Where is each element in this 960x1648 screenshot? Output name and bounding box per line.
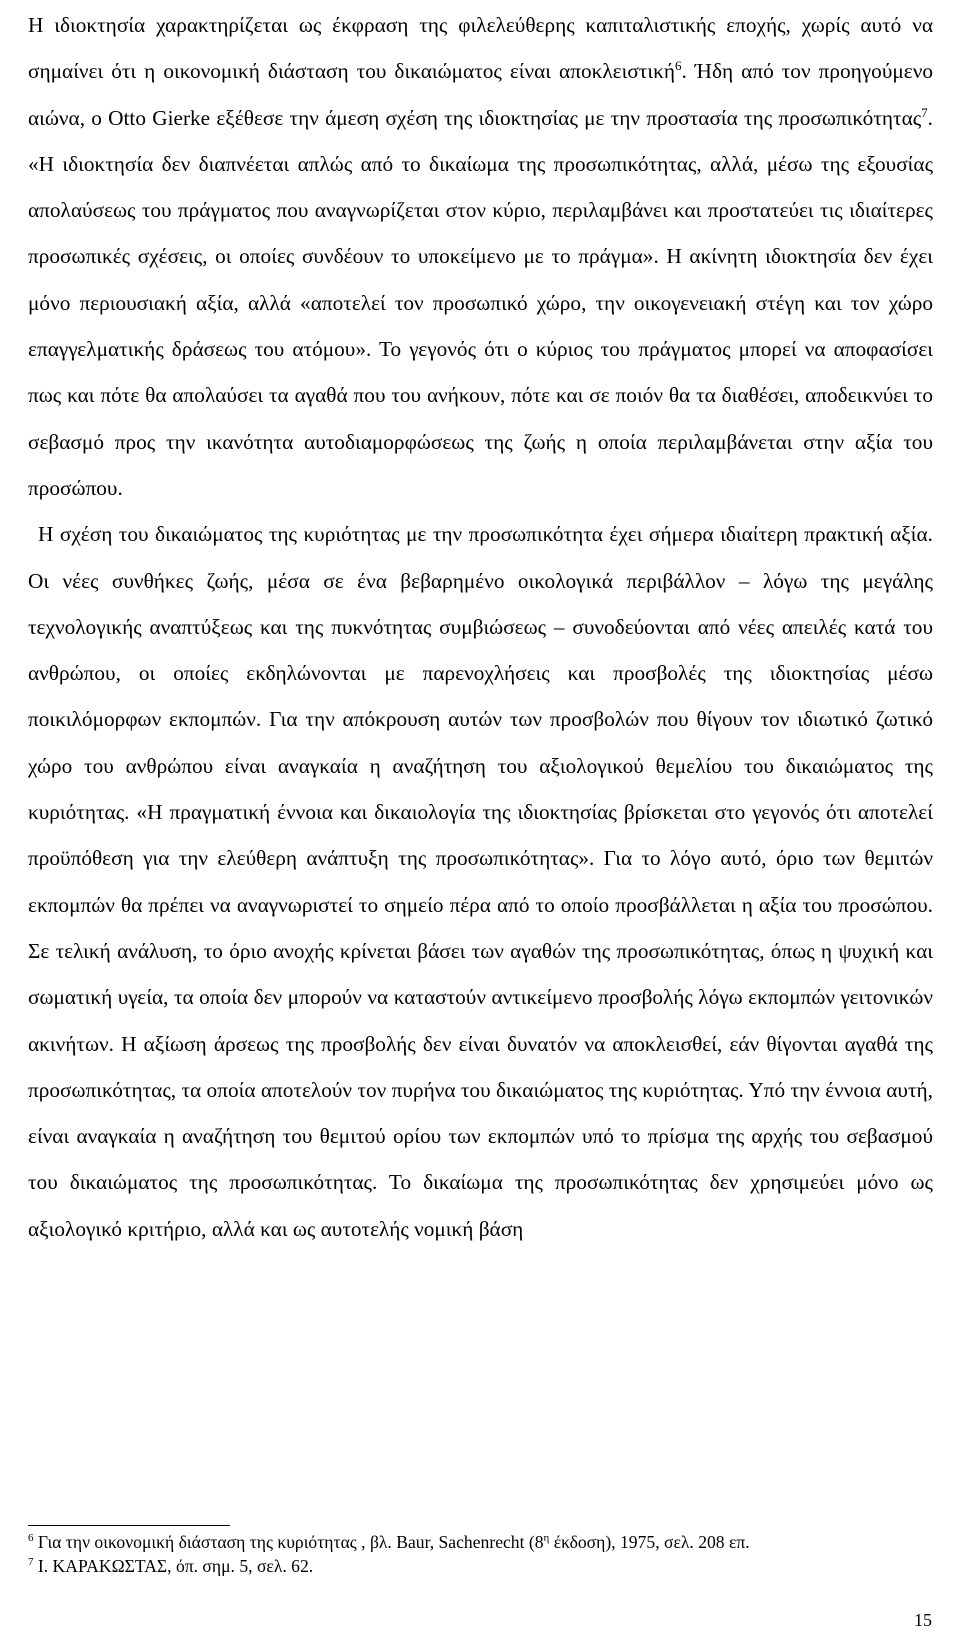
footnote-7 (28, 1554, 933, 1578)
footnote-6 (28, 1530, 933, 1554)
body-text (28, 0, 933, 1252)
paragraph-1-part-2: . Ήδη από τον προηγούμενο αιώνα, ο Otto Gierke εξέθεσε την άμεση σχέση της ιδιοκτησίας με την προστασία της προσωπικότητας (28, 59, 933, 130)
footnote-text: Ι. ΚΑΡΑΚΩΣΤΑΣ, όπ. σημ. 5, σελ. 62. (33, 1556, 314, 1576)
paragraph-1-part-3: . «Η ιδιοκτησία δεν διαπνέεται απλώς από το δικαίωμα της προσωπικότητας, αλλά, μέσω της εξουσίας απολαύσεως του πράγματος που αναγνωρίζεται στον κύριο, περιλαμβάνει και προστατεύει τις ιδιαίτερες προσωπικές σχέσεις, οι οποίες συνδέουν το υποκείμενο με το πράγμα». Η ακίνητη ιδιοκτησία δεν έχει μόνο περιουσιακή αξία, αλλά «αποτελεί τον προσωπικό χώρο, την οικογενειακή στέγη και τον χώρο επαγγελματικής δράσεως του ατόμου». Το γεγονός ότι ο κύριος του πράγματος μπορεί να αποφασίσει πως και πότε θα απολαύσει τα αγαθά που του ανήκουν, πότε και σε ποιόν θα τα διαθέσει, αποδεικνύει το σεβασμό προς την ικανότητα αυτοδιαμορφώσεως της ζωής η οποία περιλαμβάνεται στην αξία του προσώπου. (28, 105, 933, 500)
paragraph-2: Η σχέση του δικαιώματος της κυριότητας με την προσωπικότητα έχει σήμερα ιδιαίτερη πρακτική αξία. Οι νέες συνθήκες ζωής, μέσα σε ένα βεβαρημένο οικολογικά περιβάλλον – λόγω της μεγάλης τεχνολογικής αναπτύξεως και της πυκνότητας συμβιώσεως – συνοδεύονται από νέες απειλές κατά του ανθρώπου, οι οποίες εκδηλώνονται με παρενοχλήσεις και προσβολές της ιδιοκτησίας μέσω ποικιλόμορφων εκπομπών. Για την απόκρουση αυτών των προσβολών που θίγουν τον ιδιωτικό ζωτικό χώρο του ανθρώπου είναι αναγκαία η αναζήτηση του αξιολογικού θεμελίου του δικαιώματος της κυριότητας. «Η πραγματική έννοια και δικαιολογία της ιδιοκτησίας βρίσκεται στο γεγονός ότι αποτελεί προϋπόθεση για την ελεύθερη ανάπτυξη της προσωπικότητας». Για το λόγο αυτό, όριο των θεμιτών εκπομπών θα πρέπει να αναγνωριστεί το σημείο πέρα από το οποίο προσβάλλεται η αξία του προσώπου. Σε τελική ανάλυση, το όριο ανοχής κρίνεται βάσει των αγαθών της προσωπικότητας, όπως η ψυχική και σωματική υγεία, τα οποία δεν μπορούν να καταστούν αντικείμενο προσβολής λόγω εκπομπών γειτονικών ακινήτων. Η αξίωση άρσεως της προσβολής δεν είναι δυνατόν να αποκλεισθεί, εάν θίγονται αγαθά της προσωπικότητας, τα οποία αποτελούν τον πυρήνα του δικαιώματος της κυριότητας. Υπό την έννοια αυτή, είναι αναγκαία η αναζήτηση του θεμιτού ορίου των εκπομπών υπό το πρίσμα της αρχής του σεβασμού του δικαιώματος της προσωπικότητας. Το δικαίωμα της προσωπικότητας δεν χρησιμεύει μόνο ως αξιολογικό κριτήριο, αλλά και ως αυτοτελής νομική βάση (28, 522, 933, 1241)
footnote-number: 7 (28, 1556, 34, 1569)
footnote-ref-7[interactable]: 7 (921, 104, 928, 120)
footnote-text-end: έκδοση), 1975, σελ. 208 επ. (549, 1532, 750, 1552)
footnotes (28, 1530, 933, 1578)
footnote-text: Για την οικονομική διάσταση της κυριότητας , βλ. Baur, Sachenrecht (8 (33, 1532, 544, 1552)
paragraph-1-part-1: Η ιδιοκτησία χαρακτηρίζεται ως έκφραση της φιλελεύθερης καπιταλιστικής εποχής, χωρίς αυτό να σημαίνει ότι η οικονομική διάσταση του δικαιώματος είναι αποκλειστική (28, 13, 933, 84)
footnote-ref-6[interactable]: 6 (674, 58, 682, 74)
paragraph-1 (28, 2, 933, 511)
document-page (28, 0, 933, 1252)
page-number: 15 (914, 1610, 932, 1630)
edition-superscript: η (543, 1532, 550, 1545)
footnote-number: 6 (28, 1532, 34, 1545)
footnote-separator (28, 1525, 230, 1526)
